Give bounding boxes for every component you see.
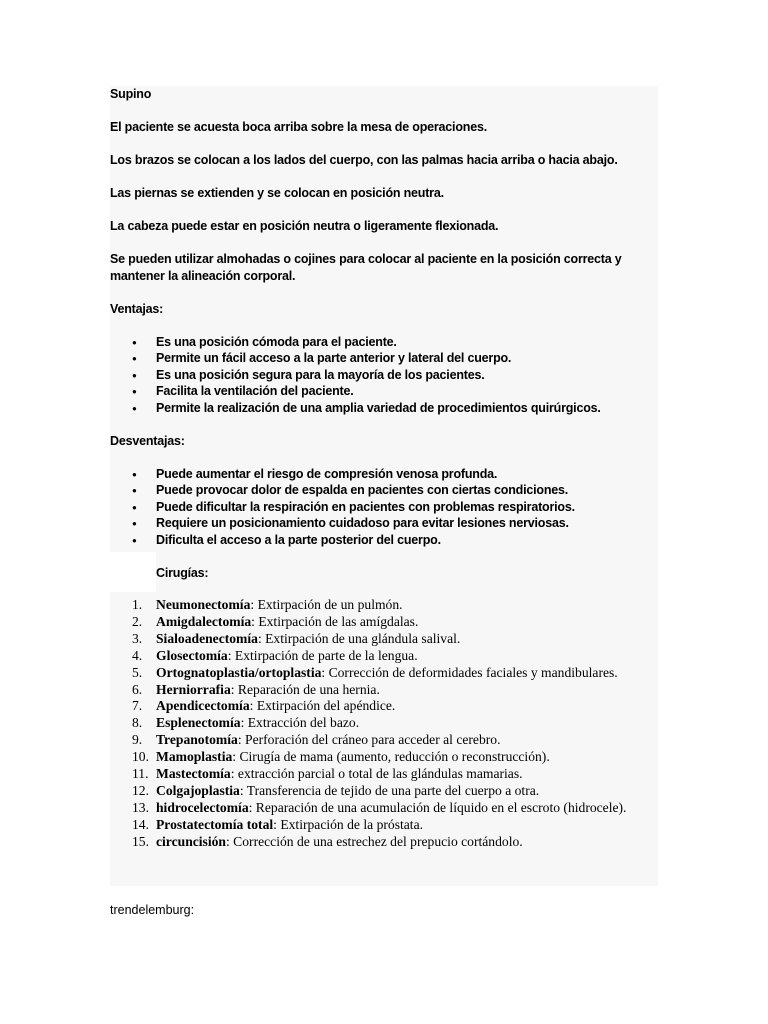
surgery-term: Amigdalectomía [156, 613, 252, 629]
list-number: 2. [132, 613, 143, 629]
surgery-item [110, 597, 658, 614]
surgery-description: : Reparación de una acumulación de líquido en el escroto (hidrocele). [248, 799, 627, 815]
paragraph-3: Las piernas se extienden y se colocan en posición neutra. [110, 186, 444, 200]
list-number: 5. [132, 664, 143, 680]
surgery-item [110, 682, 658, 699]
paragraph-4: La cabeza puede estar en posición neutra o ligeramente flexionada. [110, 219, 499, 233]
list-number: 14. [132, 816, 149, 832]
surgery-item [110, 834, 658, 851]
surgery-term: Sialoadenectomía [156, 630, 258, 646]
list-number: 15. [132, 833, 149, 849]
list-number: 12. [132, 782, 149, 798]
surgery-item [110, 631, 658, 648]
desventajas-title: Desventajas: [110, 433, 185, 448]
surgery-item [110, 766, 658, 783]
list-number: 1. [132, 597, 143, 612]
surgery-item [110, 698, 658, 715]
surgery-item [110, 715, 658, 732]
surgery-description: : Extracción del bazo. [240, 715, 360, 731]
list-item: ● Puede provocar dolor de espalda en pacientes con ciertas condiciones. [110, 482, 658, 499]
trendelemburg-heading: trendelemburg: [110, 903, 195, 917]
surgery-term: Mamoplastia [156, 749, 233, 765]
surgery-term: Glosectomía [156, 647, 228, 663]
list-item: ● Dificulta el acceso a la parte posterior del cuerpo. [110, 532, 658, 549]
surgery-term: hidrocelectomía [156, 799, 249, 815]
surgery-term: Ortognatoplastia/ortoplastia [156, 664, 322, 680]
surgery-term: Apendicectomía [156, 698, 250, 714]
surgery-item [110, 749, 658, 766]
surgery-term: Neumonectomía [156, 597, 251, 612]
surgery-description: : extracción parcial o total de las glándulas mamarias. [230, 766, 523, 782]
ventajas-list [110, 334, 658, 417]
list-number: 6. [132, 681, 143, 697]
surgery-term: Esplenectomía [156, 715, 241, 731]
cirugias-title: Cirugías: [156, 565, 209, 580]
surgery-term: Trepanotomía [156, 732, 238, 748]
surgery-term: Mastectomía [156, 766, 231, 782]
list-number: 7. [132, 698, 143, 714]
list-number: 8. [132, 715, 143, 731]
paragraph-1: El paciente se acuesta boca arriba sobre la mesa de operaciones. [110, 120, 487, 134]
surgery-term: Prostatectomía total [156, 816, 274, 832]
surgery-item [110, 614, 658, 631]
list-item: ● Permite un fácil acceso a la parte anterior y lateral del cuerpo. [110, 350, 658, 367]
surgery-term: Herniorrafia [156, 681, 231, 697]
paragraph-5: Se pueden utilizar almohadas o cojines para colocar al paciente en la posición correcta y mantener la alineación corporal. [110, 252, 622, 283]
surgery-description: : Extirpación de la próstata. [273, 816, 423, 832]
surgery-description: : Corrección de una estrechez del prepucio cortándolo. [226, 833, 523, 849]
surgery-item [110, 665, 658, 682]
surgery-description: : Cirugía de mama (aumento, reducción o reconstrucción). [232, 749, 550, 765]
surgery-description: : Extirpación de parte de la lengua. [227, 647, 418, 663]
list-item: ● Permite la realización de una amplia variedad de procedimientos quirúrgicos. [110, 400, 658, 417]
surgery-item [110, 648, 658, 665]
surgery-description: : Extirpación del apéndice. [249, 698, 396, 714]
surgery-term: Colgajoplastia [156, 782, 240, 798]
list-item: ● Puede dificultar la respiración en pacientes con problemas respiratorios. [110, 499, 658, 516]
ventajas-title: Ventajas: [110, 301, 164, 316]
list-item: ● Facilita la ventilación del paciente. [110, 383, 658, 400]
surgery-description: : Corrección de deformidades faciales y mandibulares. [321, 664, 618, 680]
surgery-description: : Extirpación de una glándula salival. [257, 630, 461, 646]
list-item: ● Requiere un posicionamiento cuidadoso para evitar lesiones nerviosas. [110, 515, 658, 532]
list-number: 11. [132, 766, 149, 782]
surgery-item [110, 800, 658, 817]
section-heading-supino: Supino [110, 87, 152, 101]
surgery-term: circuncisión [156, 833, 226, 849]
list-item: ● Puede aumentar el riesgo de compresión venosa profunda. [110, 466, 658, 483]
surgery-description: : Extirpación de las amígdalas. [251, 613, 419, 629]
desventajas-list [110, 466, 658, 549]
surgery-item [110, 783, 658, 800]
list-number: 4. [132, 647, 143, 663]
surgery-description: : Extirpación de un pulmón. [250, 597, 403, 612]
surgery-item [110, 732, 658, 749]
list-number: 13. [132, 799, 149, 815]
cirugias-list [110, 597, 658, 851]
surgery-description: : Transferencia de tejido de una parte del cuerpo a otra. [239, 782, 540, 798]
paragraph-2: Los brazos se colocan a los lados del cuerpo, con las palmas hacia arriba o hacia abajo. [110, 153, 618, 167]
surgery-description: : Reparación de una hernia. [230, 681, 380, 697]
document-content [110, 86, 658, 851]
list-number: 10. [132, 749, 149, 765]
list-number: 3. [132, 630, 143, 646]
surgery-description: : Perforación del cráneo para acceder al cerebro. [237, 732, 501, 748]
list-item: ● Es una posición segura para la mayoría de los pacientes. [110, 367, 658, 384]
list-item: ● Es una posición cómoda para el paciente. [110, 334, 658, 351]
list-number: 9. [132, 732, 143, 748]
surgery-item [110, 817, 658, 834]
